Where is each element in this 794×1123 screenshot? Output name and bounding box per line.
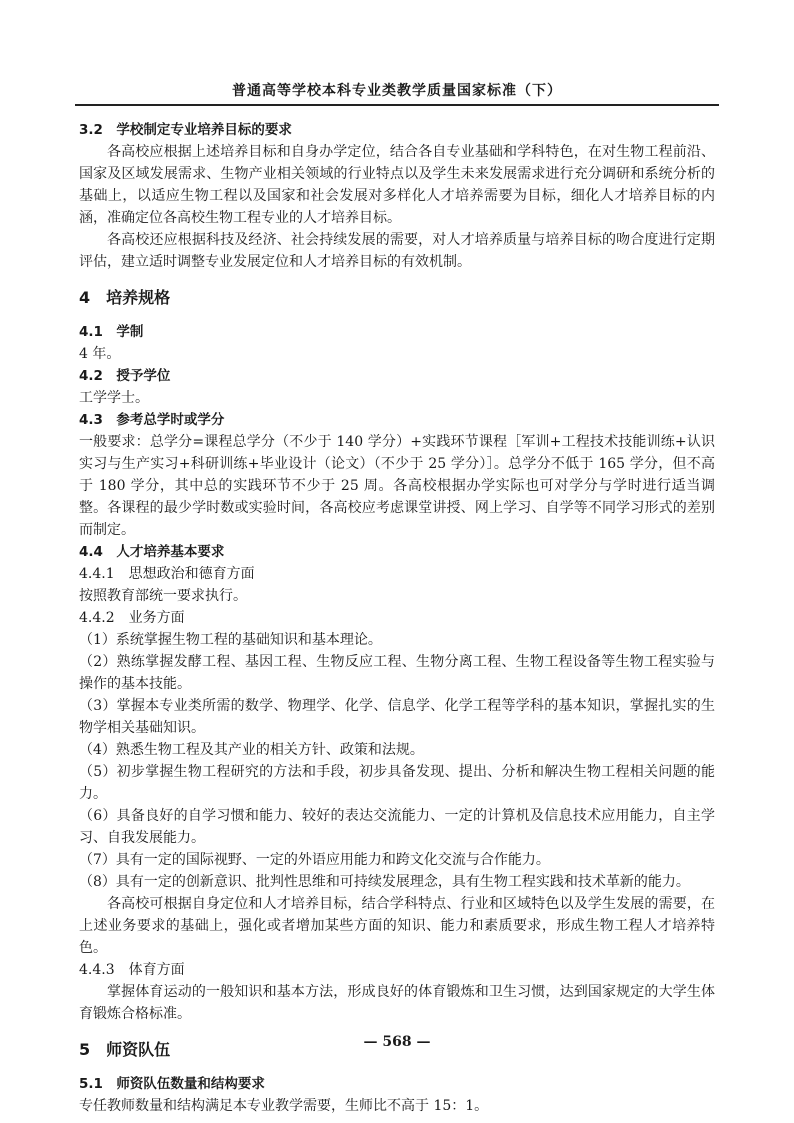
header-rule (75, 104, 719, 106)
running-header: 普通高等学校本科专业类教学质量国家标准（下） (232, 83, 562, 99)
heading-4-2: 4.2 授予学位 (79, 368, 171, 384)
heading-5: 5 师资队伍 (79, 1040, 171, 1059)
heading-4: 4 培养规格 (79, 288, 171, 307)
heading-4-4: 4.4 人才培养基本要求 (79, 544, 225, 560)
list-item: （3）掌握本专业类所需的数学、物理学、化学、信息学、化学工程等学科的基本知识，掌握扎实的生物学相关基础知识。 (79, 698, 715, 736)
list-item: （8）具有一定的创新意识、批判性思维和可持续发展理念，具有生物工程实践和技术革新的能力。 (79, 874, 690, 890)
paragraph-4-4-2-closing: 各高校可根据自身定位和人才培养目标，结合学科特点、行业和区域特色以及学生发展的需要，在上述业务要求的基础上，强化或者增加某些方面的知识、能力和素质要求，形成生物工程人才培养特色。 (79, 896, 715, 956)
heading-4-4-1: 4.4.1 思想政治和德育方面 (79, 566, 255, 582)
paragraph-3-2-2: 各高校还应根据科技及经济、社会持续发展的需要，对人才培养质量与培养目标的吻合度进行定期评估，建立适时调整专业发展定位和人才培养目标的有效机制。 (79, 232, 715, 270)
text-4-4-1: 按照教育部统一要求执行。 (79, 588, 247, 604)
list-item: （4）熟悉生物工程及其产业的相关方针、政策和法规。 (79, 742, 424, 758)
text-5-1: 专任教师数量和结构满足本专业教学需要，生师比不高于 15：1。 (79, 1098, 489, 1114)
page-number: — 568 — (363, 1034, 431, 1050)
heading-4-1: 4.1 学制 (79, 324, 144, 340)
list-item: （6）具备良好的自学习惯和能力、较好的表达交流能力、一定的计算机及信息技术应用能力，自主学习、自我发展能力。 (79, 808, 715, 846)
list-item: （7）具有一定的国际视野、一定的外语应用能力和跨文化交流与合作能力。 (79, 852, 550, 868)
text-4-2: 工学学士。 (79, 390, 149, 406)
heading-4-4-2: 4.4.2 业务方面 (79, 610, 185, 626)
heading-4-3: 4.3 参考总学时或学分 (79, 412, 225, 428)
heading-5-1: 5.1 师资队伍数量和结构要求 (79, 1076, 265, 1092)
paragraph-3-2-1: 各高校应根据上述培养目标和自身办学定位，结合各自专业基础和学科特色，在对生物工程前沿、国家及区域发展需求、生物产业相关领域的行业特点以及学生未来发展需求进行充分调研和系统分析的基础上，以适应生物工程以及国家和社会发展对多样化人才培养需要为目标，细化人才培养目标的内涵，准确定位各高校生物工程专业的人才培养目标。 (79, 144, 715, 226)
text-4-3: 一般要求：总学分=课程总学分（不少于 140 学分）+实践环节课程［军训+工程技术技能训练+认识实习与生产实习+科研训练+毕业设计（论文）（不少于 25 学分）］。总学分不低于 165 学分，但不高于 180 学分，其中总的实践环节不少于 25 周。各高校根据办学实际也可对学分与学时进行适当调整。各课程的最少学时数或实验时间，各高校应考虑课堂讲授、网上学习、自学等不同学习形式的差别而制定。 (79, 434, 715, 538)
heading-3-2: 3.2 学校制定专业培养目标的要求 (79, 122, 292, 138)
list-item: （5）初步掌握生物工程研究的方法和手段，初步具备发现、提出、分析和解决生物工程相关问题的能力。 (79, 764, 715, 802)
page-content (79, 119, 715, 1117)
list-item: （1）系统掌握生物工程的基础知识和基本理论。 (79, 632, 382, 648)
heading-4-4-3: 4.4.3 体育方面 (79, 962, 185, 978)
text-4-1: 4 年。 (79, 346, 121, 362)
paragraph-4-4-3: 掌握体育运动的一般知识和基本方法，形成良好的体育锻炼和卫生习惯，达到国家规定的大学生体育锻炼合格标准。 (79, 984, 715, 1022)
list-item: （2）熟练掌握发酵工程、基因工程、生物反应工程、生物分离工程、生物工程设备等生物工程实验与操作的基本技能。 (79, 654, 715, 692)
